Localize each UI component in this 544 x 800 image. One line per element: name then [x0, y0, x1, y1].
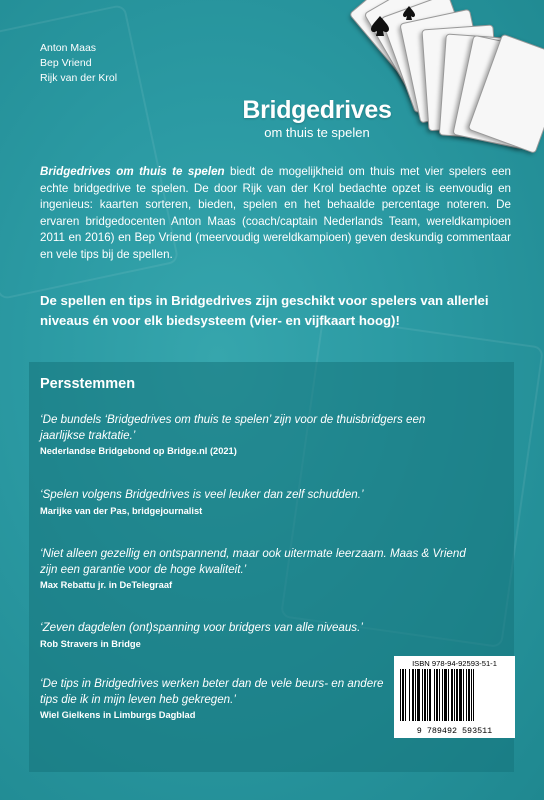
barcode-bar	[400, 669, 401, 721]
quote-text: ‘Zeven dagdelen (ont)spanning voor bridgers van alle niveaus.’	[40, 621, 363, 634]
press-quote	[40, 412, 440, 456]
author-list	[40, 41, 117, 86]
spade-icon	[370, 15, 390, 37]
press-quote	[40, 487, 440, 516]
barcode-bar	[466, 669, 467, 721]
barcode-bar	[444, 669, 447, 721]
barcode-bar	[454, 669, 455, 721]
book-title: Bridgedrives	[242, 96, 392, 124]
barcode-bar	[456, 669, 458, 721]
author-name: Bep Vriend	[40, 57, 92, 69]
title-block	[0, 96, 544, 140]
quote-text: ‘De bundels ‘Bridgedrives om thuis te spelen’ zijn voor de thuisbridgers een jaarlijkse traktatie.’	[40, 413, 426, 442]
isbn-barcode	[394, 656, 515, 738]
quote-text: ‘Spelen volgens Bridgedrives is veel leuker dan zelf schudden.’	[40, 488, 364, 501]
barcode-bar	[473, 669, 474, 721]
barcode-bar	[402, 669, 404, 721]
barcode-bar	[415, 669, 416, 721]
press-heading: Persstemmen	[40, 376, 136, 392]
barcode-bar	[424, 669, 426, 721]
barcode-bar	[451, 669, 453, 721]
barcode-bar	[463, 669, 464, 721]
quote-source: Rob Stravers in Bridge	[40, 638, 141, 649]
barcode-bar	[448, 669, 449, 721]
barcode-bar	[409, 669, 410, 721]
author-name: Anton Maas	[40, 42, 97, 54]
barcode-bar	[471, 669, 472, 721]
barcode-bars	[400, 669, 509, 721]
press-quote	[40, 676, 395, 720]
quote-text: ‘De tips in Bridgedrives werken beter dan de vele beurs- en andere tips die ik in mijn leven heb gekregen.’	[40, 677, 384, 706]
barcode-bar	[442, 669, 443, 721]
barcode-bar	[412, 669, 414, 721]
intro-body: biedt de mogelijkheid om thuis met vier spelers een echte bridgedrive te spelen. De door Rijk van der Krol bedachte opzet is eenvoudig en ingenieus: kaarten sorteren, bieden, spelen en het behaalde percentage noteren. De ervaren bridgedocenten Anton Maas (coach/captain Nederlands Team, wereldkampioen 2011 en 2016) en Bep Vriend (meervoudig wereldkampioen) geven deskundig commentaar en vele tips bij de spellen.	[40, 165, 511, 261]
barcode-bar	[417, 669, 420, 721]
press-quote	[40, 546, 480, 590]
barcode-bar	[468, 669, 470, 721]
intro-lead: Bridgedrives om thuis te spelen	[40, 165, 225, 178]
barcode-bar	[434, 669, 435, 721]
quote-source: Nederlandse Bridgebond op Bridge.nl (2021)	[40, 446, 237, 456]
barcode-bar	[436, 669, 438, 721]
quote-text: ‘Niet alleen gezellig en ontspannend, maar ook uitermate leerzaam. Maas & Vriend zijn een garantie voor de hoge kwaliteit.’	[40, 547, 466, 576]
book-subtitle: om thuis te spelen	[264, 125, 370, 140]
barcode-bar	[422, 669, 423, 721]
press-quote	[40, 620, 440, 649]
spade-icon	[402, 5, 416, 21]
barcode-bar	[427, 669, 428, 721]
quote-source: Wiel Gielkens in Limburgs Dagblad	[40, 710, 196, 720]
barcode-bar	[405, 669, 406, 721]
barcode-bar	[429, 669, 431, 721]
isbn-text: ISBN 978-94-92593-51-1	[412, 659, 497, 668]
barcode-bar	[439, 669, 440, 721]
barcode-number: 9 789492 593511	[416, 726, 493, 736]
quote-source: Marijke van der Pas, bridgejournalist	[40, 505, 203, 516]
barcode-bar	[459, 669, 462, 721]
author-name: Rijk van der Krol	[40, 72, 118, 84]
intro-paragraph	[40, 164, 511, 264]
quote-source: Max Rebattu jr. in DeTelegraaf	[40, 580, 173, 590]
headline-statement: De spellen en tips in Bridgedrives zijn geschikt voor spelers van allerlei niveaus én voor elk biedsysteem (vier- en vijfkaart hoog)!	[40, 293, 489, 328]
